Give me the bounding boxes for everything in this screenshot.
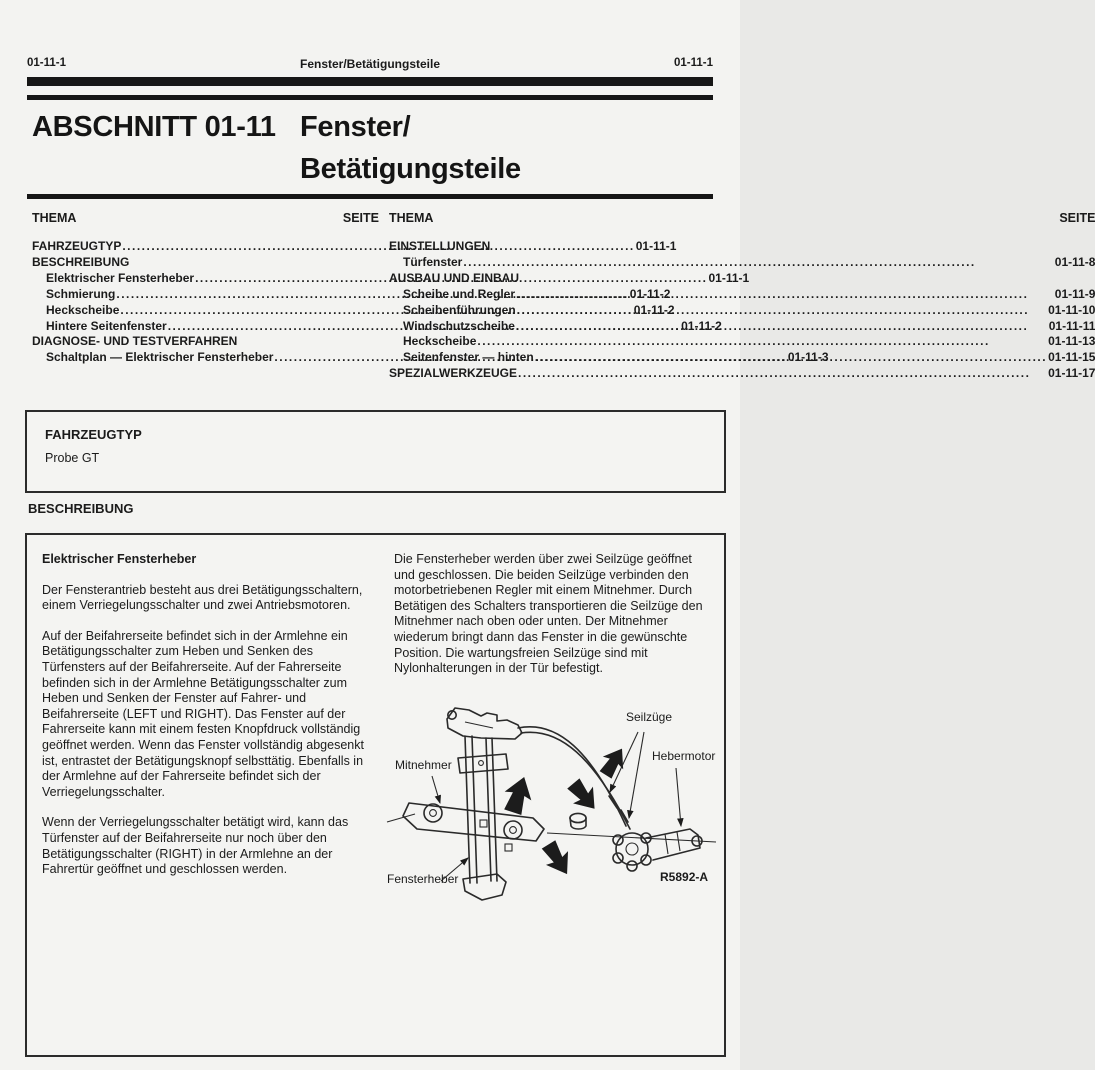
toc-entry-label: EINSTELLUNGEN (389, 239, 491, 253)
description-right-column (387, 552, 716, 1055)
section-name-line2: Betätigungsteile (300, 153, 521, 185)
description-heading: BESCHREIBUNG (28, 501, 134, 516)
toc-dot-leader (516, 287, 1054, 303)
description-subheading: Elektrischer Fensterheber (42, 552, 197, 566)
toc-entry (32, 255, 379, 271)
header-rule-thick (27, 77, 713, 86)
description-paragraph: Der Fensterantrieb besteht aus drei Betätigungsschaltern, einem Verriegelungsschalter und zwei Antriebsmotoren. (42, 582, 363, 613)
section-name (300, 106, 521, 190)
description-paragraph: Die Fensterheber werden über zwei Seilzüge geöffnet und geschlossen. Die beiden Seilzüge verbinden den motorbetriebenen Regler mit einem Mitnehmer. Durch Betätigen des Schalters transportieren die Seilzüge den Mitnehmer nach oben oder unten. Der Mitnehmer wiederum bringt dann das Fenster in die gewünschte Position. Die wartungsfreien Seilzüge sind mit Nylonhalterungen in der Tür befestigt. (394, 552, 703, 676)
vehicle-type-box (25, 410, 726, 493)
toc-entry (389, 255, 1095, 271)
toc-dot-leader (518, 366, 1047, 382)
section-title (32, 106, 713, 190)
toc-entry-page: 01-11-1 (635, 239, 677, 253)
direction-arrow (499, 742, 632, 881)
toc-entry-label: Heckscheibe (46, 302, 120, 317)
toc-entry (389, 366, 1095, 382)
page-number-right: 01-11-1 (673, 57, 713, 69)
toc-entry (389, 334, 1095, 350)
table-of-contents (32, 211, 1095, 382)
toc-entry-label: Hintere Seitenfenster (46, 318, 167, 333)
toc-entry-label: AUSBAU UND EINBAU (389, 270, 520, 285)
toc-entry-label: SPEZIALWERKZEUGE (389, 366, 518, 381)
toc-entry-label: FAHRZEUGTYP (32, 239, 122, 253)
toc-entry-page: 01-11-3 (787, 350, 829, 365)
toc-entry (389, 271, 1095, 287)
description-left-column (42, 552, 379, 1055)
toc-column-right (389, 211, 1095, 382)
toc-entry (389, 287, 1095, 303)
toc-dot-leader (477, 334, 1047, 350)
toc-entry-page: 01-11-17 (1048, 366, 1095, 381)
toc-entry-label: Seitenfenster — hinten (403, 350, 534, 365)
description-box (25, 533, 726, 1057)
vehicle-type-heading: FAHRZEUGTYP (45, 427, 142, 442)
toc-thema-label: THEMA (389, 211, 434, 225)
figure-label-fensterheber: Fensterheber (387, 871, 459, 886)
figure-label-hebermotor: Hebermotor (652, 748, 716, 763)
toc-entry-page: 01-11-15 (1048, 350, 1095, 365)
figure-label-seilzuege: Seilzüge (626, 709, 673, 724)
toc-entry (389, 239, 1095, 255)
grommet (570, 813, 586, 829)
toc-dot-leader (535, 350, 1047, 366)
toc-entry-label: Windschutzscheibe (403, 318, 515, 333)
toc-entry-label: Türfenster (403, 254, 463, 269)
upper-bracket (447, 708, 522, 739)
toc-entry (32, 334, 379, 350)
running-header (27, 57, 713, 73)
toc-entry-label: Scheibe und Regler (403, 286, 516, 301)
toc-entry-label: Schmierung (46, 286, 116, 301)
toc-thema-label: THEMA (32, 211, 77, 225)
vehicle-type-value: Probe GT (45, 451, 100, 465)
figure-label-mitnehmer: Mitnehmer (395, 757, 452, 772)
toc-entry-label: DIAGNOSE- UND TESTVERFAHREN (32, 334, 238, 349)
toc-entry-label: Scheibenführungen (403, 302, 516, 317)
toc-entry-page: 01-11-13 (1048, 334, 1095, 349)
toc-entry-page: 01-11-1 (708, 270, 750, 285)
toc-entry (389, 350, 1095, 366)
toc-entry-label: Heckscheibe (403, 334, 477, 349)
window-regulator-figure (385, 692, 718, 914)
section-name-line1: Fenster/ (300, 111, 411, 143)
toc-entry-page: 01-11-2 (633, 302, 675, 317)
page-number-left: 01-11-1 (27, 57, 67, 69)
toc-entry-label: Elektrischer Fensterheber (46, 270, 195, 285)
toc-entry (389, 303, 1095, 319)
rail-foot (463, 874, 506, 900)
section-number: ABSCHNITT 01-11 (32, 111, 276, 143)
description-paragraph: Wenn der Verriegelungsschalter betätigt wird, kann das Türfenster auf der Beifahrerseite nur noch über den Betätigungsschalter (RIGHT) in der Armlehne an der Fahrertür geöffnet und geschlossen werden. (42, 815, 349, 877)
toc-entry-page: 01-11-2 (629, 286, 671, 301)
toc-entry-label: Schaltplan — Elektrischer Fensterheber (46, 350, 274, 365)
door-edge-line (387, 814, 716, 842)
toc-dot-leader (517, 303, 1047, 319)
toc-entry-page: 01-11-11 (1048, 318, 1095, 333)
toc-dot-leader (516, 319, 1048, 335)
header-rule-thin (27, 95, 713, 100)
regulator-rail (465, 736, 497, 883)
title-rule (27, 194, 713, 199)
toc-seite-label: SEITE (342, 211, 379, 225)
toc-dot-leader (463, 255, 1053, 271)
description-paragraph: Auf der Beifahrerseite befindet sich in der Armlehne ein Betätigungsschalter zum Heben und Senken des Türfensters auf der Beifahrerseite. Auf der Fahrerseite befinden sich in der Armlehne Betätigungsschalter zum Heben und Senken der Fenster auf Fahrer- und Beifahrerseite (LEFT und RIGHT). Das Fenster auf der Fahrerseite kann mit einem festen Knopfdruck vollständig geöffnet werden. Wenn das Fenster vollständig abgesenkt ist, entrastet der Betätigungsknopf selbsttätig. Ebenfalls in der Armlehne auf der Fahrerseite befindet sich der Verriegelungsschalter. (42, 628, 364, 799)
carrier-plate (403, 803, 544, 851)
toc-column-header (32, 211, 379, 225)
toc-entry (389, 319, 1095, 335)
toc-entry-page: 01-11-9 (1054, 286, 1095, 301)
lift-motor (613, 829, 702, 871)
running-header-title: Fenster/Betätigungsteile (299, 57, 441, 71)
toc-seite-label: SEITE (1059, 211, 1095, 225)
figure-reference-code: R5892-A (660, 869, 709, 884)
toc-entry-page: 01-11-2 (681, 318, 722, 333)
toc-entry-page: 01-11-8 (1054, 254, 1095, 269)
toc-entry-label: BESCHREIBUNG (32, 254, 130, 269)
toc-entry-page: 01-11-10 (1048, 302, 1095, 317)
toc-column-header (389, 211, 1095, 225)
